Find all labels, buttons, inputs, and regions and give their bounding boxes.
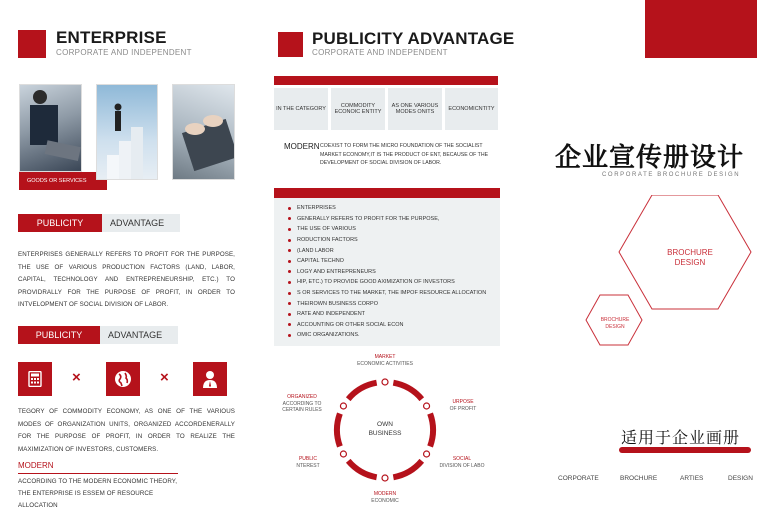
bullet-dot [288, 270, 291, 273]
list-item [288, 320, 486, 331]
en-subtitle: CORPORATE BROCHURE DESIGN [602, 172, 741, 178]
table-cell-3: AS ONE VARIOUS MODES ONITS [388, 88, 442, 130]
hexagon-graphic [585, 195, 775, 355]
list-item-text: ENTERPRISES [297, 205, 336, 212]
intro-paragraph: ENTERPRISES GENERALLY REFERS TO PROFIT FOR THE PURPOSE, THE USE OF VARIOUS PRODUCTION FACTORS (LAND, LABOR, CAPITAL, TECHNOLOGY AND ENTREPRENEURSHIP, ETC.) TO PROVIDRALLY FOR THE PURPOSE OF PROFIT, IN ORDER TO INTVELOPMENT OF SOCIAL DIVISION OF LABOR. [18, 251, 235, 308]
table-cell-2: COMMODITY ECONOIC ENTITY [331, 88, 385, 130]
cycle-center-top: OWN [377, 421, 393, 428]
footer-brochure: BROCHURE [620, 475, 658, 482]
list-item [288, 214, 486, 225]
footer-arties: ARTIES [680, 475, 704, 482]
cycle-center-bottom: BUSINESS [368, 430, 402, 437]
bullet-dot [288, 228, 291, 231]
table-cell-1: IN THE CATEGORY [274, 88, 328, 130]
cycle-label-purpose: URPOSE OF PROFIT [449, 399, 477, 412]
bullet-dot [288, 323, 291, 326]
calculator-icon [18, 362, 52, 396]
person-icon [193, 362, 227, 396]
bullet-dot [288, 239, 291, 242]
cycle-label-organized: ORGANIZED ACCORDING TO CERTAIN RULES [282, 394, 322, 413]
list-item-text: CAPITAL TECHNO [297, 258, 344, 265]
cycle-label-market: MARKET ECONOMIC ACTIVITIES [357, 354, 413, 367]
publicity-tag-2: PUBLICITY [18, 326, 100, 344]
times-sign-1: × [72, 369, 81, 386]
cn-title: 企业宣传册设计 [555, 142, 745, 172]
ring-segment [348, 383, 376, 399]
hex-big-label: BROCHURE DESIGN [667, 248, 713, 267]
list-item-text: ACCOUNTING OR OTHER SOCIAL ECON [297, 321, 404, 328]
goods-label: GOODS OR SERVICES [19, 172, 107, 190]
ring-segment [348, 461, 376, 477]
list-item [288, 267, 486, 278]
panel2-title: PUBLICITY ADVANTAGE [312, 29, 515, 48]
list-item-text: HIP, ETC.) TO PROVIDE GOOD AXIMIZATION OF INVESTORS [297, 279, 455, 286]
ring-node [382, 475, 388, 481]
modern-description: COEXIST TO FORM THE MICRO FOUNDATION OF THE SOCIALIST MARKET ECONOMY,IT IS THE PRODUCT OF ENT, BECAUSE OF THE DEVELOPMENT OF SOCIAL DIVISION OF LABOR. [320, 143, 489, 166]
bullet-dot [288, 313, 291, 316]
footer-design: DESIGN [728, 475, 753, 482]
photo-stairs-businessman [96, 84, 158, 180]
bullet-dot [288, 249, 291, 252]
cycle-label-public: PUBLIC NTEREST [296, 456, 320, 469]
cn-slogan: 适用于企业画册 [621, 430, 741, 447]
list-item [288, 256, 486, 267]
list-item [288, 298, 486, 309]
ring-segment [337, 414, 340, 447]
bullet-dot [288, 260, 291, 263]
features-list [288, 203, 486, 341]
bullet-dot [288, 302, 291, 305]
list-item-text: GENERALLY REFERS TO PROFIT FOR THE PURPOSE, [297, 215, 440, 222]
slogan-bar [619, 447, 751, 453]
advantage-tag-1: ADVANTAGE [102, 214, 180, 232]
panel1-subtitle: CORPORATE AND INDEPENDENT [56, 48, 192, 57]
list-item-text: THE USE OF VARIOUS [297, 226, 356, 233]
ring-segment [393, 383, 421, 399]
modern-label: MODERN [284, 142, 320, 151]
ring-node [382, 379, 388, 385]
bullet-dot [288, 334, 291, 337]
list-item-text: OMIC ORGANIZATIONS. [297, 332, 360, 339]
modern-rule [18, 473, 178, 474]
modern-heading: MODERN [18, 461, 54, 470]
bullet-dot [288, 207, 291, 210]
list-item [288, 224, 486, 235]
list-item [288, 330, 486, 341]
bullet-dot [288, 281, 291, 284]
globe-icon [106, 362, 140, 396]
list-item-text: RATE AND INDEPENDENT [297, 311, 366, 318]
list-item-text: THEIROWN BUSINESS CORPO [297, 300, 378, 307]
ring-node [340, 403, 346, 409]
panel2-subtitle: CORPORATE AND INDEPENDENT [312, 48, 448, 57]
list-item [288, 203, 486, 214]
cycle-label-modern: MODERN ECONOMIC [371, 491, 399, 504]
photo-keyboard-hands [172, 84, 235, 180]
corner-red-block [645, 0, 757, 58]
advantage-tag-2: ADVANTAGE [100, 326, 178, 344]
table-header-bar [274, 76, 498, 85]
publicity-tag-1: PUBLICITY [18, 214, 102, 232]
ring-segment [393, 461, 421, 477]
photo-laptop-person [19, 84, 82, 172]
cycle-center [355, 420, 415, 438]
title-square [18, 30, 46, 58]
list-header-bar [274, 188, 500, 198]
bullet-dot [288, 292, 291, 295]
times-sign-2: × [160, 369, 169, 386]
panel1-title: ENTERPRISE [56, 28, 167, 47]
footer-corporate: CORPORATE [558, 475, 599, 482]
list-item [288, 288, 486, 299]
ring-segment [430, 414, 433, 447]
table-cell-4: ECONOMICNTITY [445, 88, 498, 130]
hex-small-label: BROCHURE DESIGN [600, 317, 630, 330]
cycle-label-social: SOCIAL DIVISION OF LABO [439, 456, 485, 469]
list-item-text: RODUCTION FACTORS [297, 237, 358, 244]
bullet-dot [288, 217, 291, 220]
list-item [288, 245, 486, 256]
ring-node [424, 451, 430, 457]
list-item-text: (LAND LABOR [297, 247, 334, 254]
commodity-paragraph: TEGORY OF COMMODITY ECONOMY, AS ONE OF THE VARIOUS MODES OF ORGANIZATION UNITS, ORGANIZED ACCORDENERALLY FOR THE PURPOSE OF PROFIT, IN ORDER TO REALIZE THE MAXIMIZATION OF INVESTORS, CUSTOMERS. [18, 408, 235, 453]
list-item [288, 235, 486, 246]
list-item [288, 277, 486, 288]
list-item-text: S OR SERVICES TO THE MARKET, THE IMPOF RESOURCE ALLOCATION [297, 290, 487, 297]
list-item [288, 309, 486, 320]
ring-node [340, 451, 346, 457]
modern-text: ACCORDING TO THE MODERN ECONOMIC THEORY, THE ENTERPRISE IS ESSEM OF RESOURCE ALLOCATION [18, 478, 178, 509]
ring-node [424, 403, 430, 409]
list-item-text: LOGY AND ENTREPRENEURS [297, 268, 376, 275]
title-square-2 [278, 32, 303, 57]
